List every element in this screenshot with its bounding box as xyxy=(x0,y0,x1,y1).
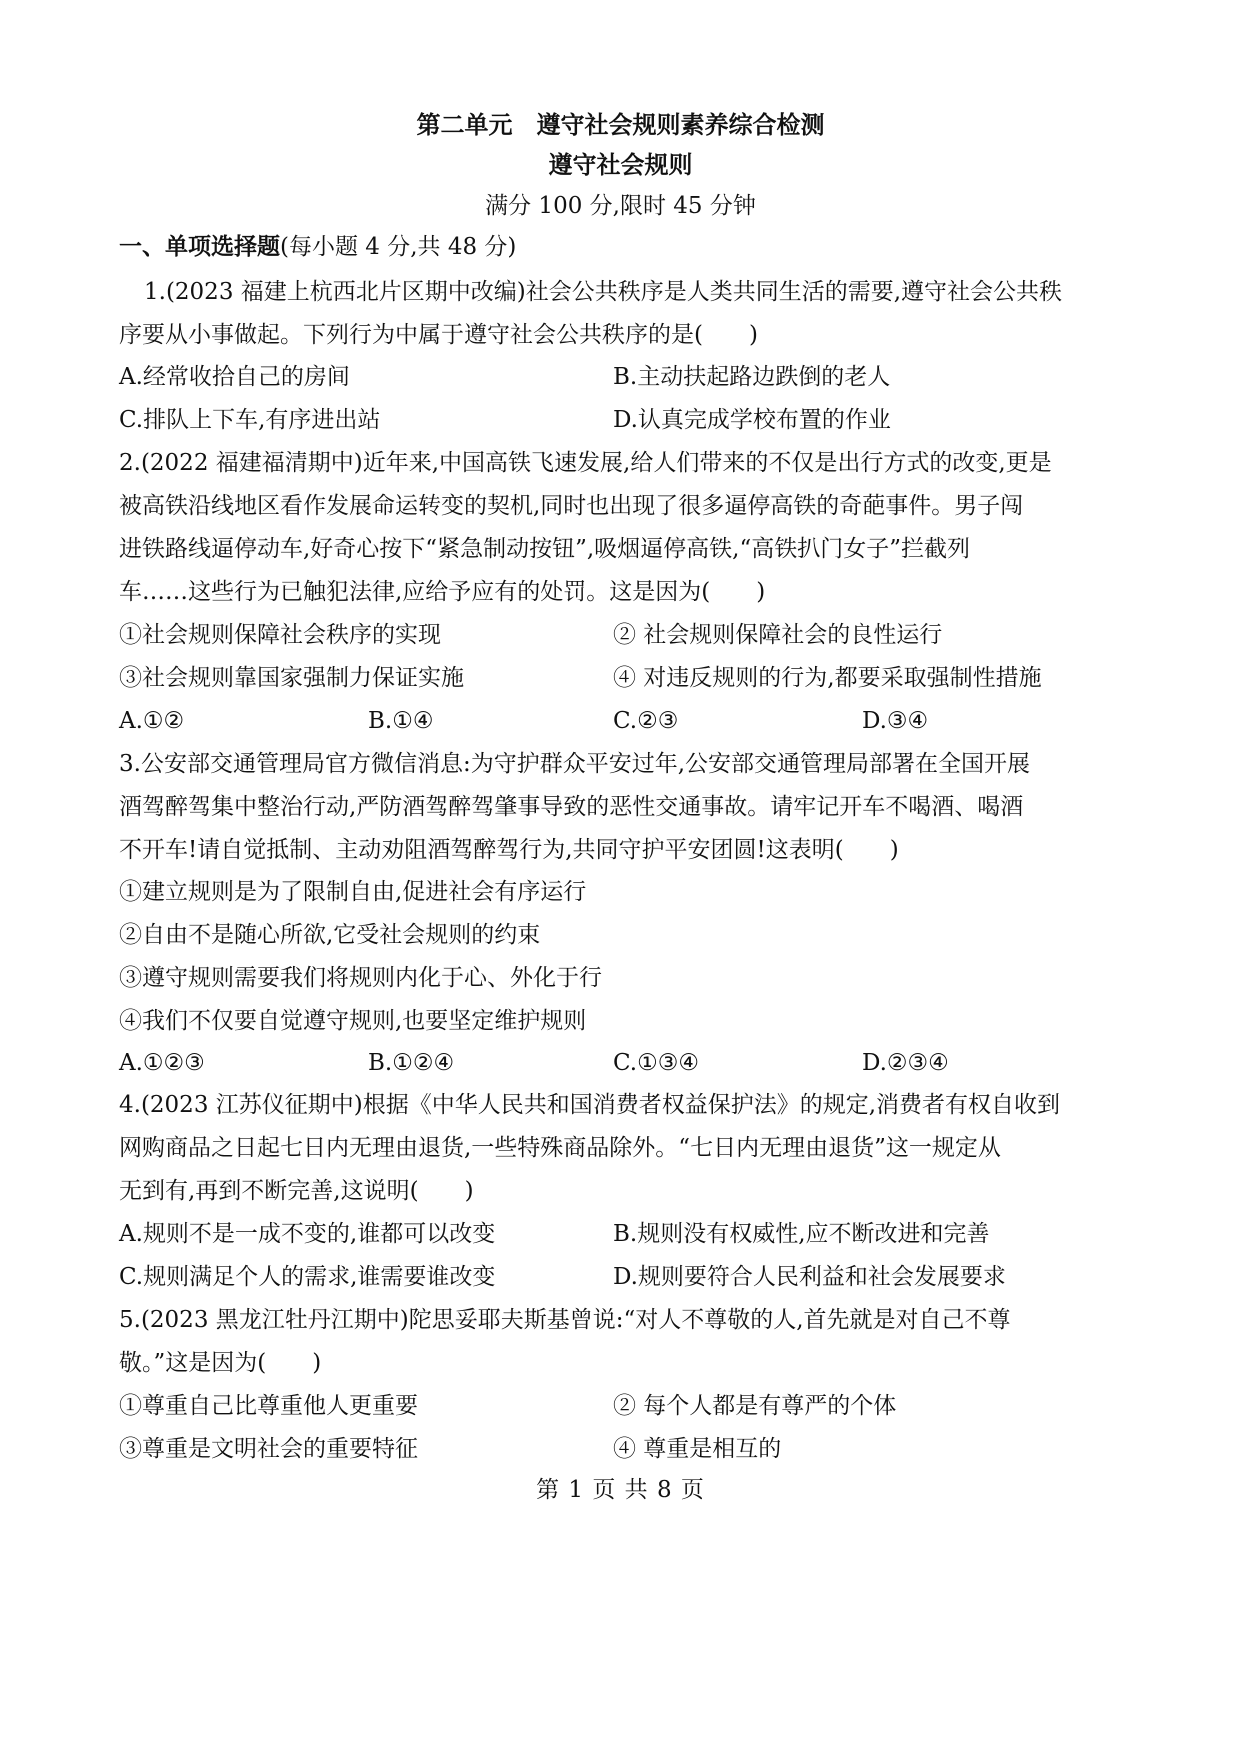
question-4-line: 无到有,再到不断完善,这说明( ) xyxy=(119,1178,474,1204)
statement-2: ② 社会规则保障社会的良性运行 xyxy=(613,622,943,648)
option-b: B.主动扶起路边跌倒的老人 xyxy=(613,364,891,390)
statement-2: ②自由不是随心所欲,它受社会规则的约束 xyxy=(119,922,541,948)
question-3-line: 酒驾醉驾集中整治行动,严防酒驾醉驾肇事导致的恶性交通事故。请牢记开车不喝酒、喝酒 xyxy=(119,794,1024,820)
statement-3: ③社会规则靠国家强制力保证实施 xyxy=(119,665,464,691)
question-4-line: 4.(2023 江苏仪征期中)根据《中华人民共和国消费者权益保护法》的规定,消费者有权自收到 xyxy=(119,1092,1061,1118)
question-3-line: 3.公安部交通管理局官方微信消息:为守护群众平安过年,公安部交通管理局部署在全国开展 xyxy=(119,751,1031,777)
statement-1: ①建立规则是为了限制自由,促进社会有序运行 xyxy=(119,879,587,905)
question-4-line: 网购商品之日起七日内无理由退货,一些特殊商品除外。“七日内无理由退货”这一规定从 xyxy=(119,1135,1001,1161)
statement-4: ④我们不仅要自觉遵守规则,也要坚定维护规则 xyxy=(119,1008,587,1034)
statement-3: ③尊重是文明社会的重要特征 xyxy=(119,1436,418,1462)
question-2-line: 进铁路线逼停动车,好奇心按下“紧急制动按钮”,吸烟逼停高铁,“高铁扒门女子”拦截列 xyxy=(119,536,970,562)
option-c: C.排队上下车,有序进出站 xyxy=(119,407,381,433)
option-d: D.认真完成学校布置的作业 xyxy=(613,407,891,433)
question-5-line: 敬。”这是因为( ) xyxy=(119,1350,322,1376)
question-3-line: 不开车!请自觉抵制、主动劝阻酒驾醉驾行为,共同守护平安团圆!这表明( ) xyxy=(119,837,899,863)
option-c: C.规则满足个人的需求,谁需要谁改变 xyxy=(119,1264,496,1290)
section-title: 一、单项选择题 xyxy=(119,233,280,260)
option-a: A.经常收拾自己的房间 xyxy=(119,364,350,390)
statement-1: ①尊重自己比尊重他人更重要 xyxy=(119,1393,418,1419)
section-note: (每小题 4 分,共 48 分) xyxy=(280,234,517,260)
question-1-line: 序要从小事做起。下列行为中属于遵守社会公共秩序的是( ) xyxy=(119,322,758,348)
statement-4: ④ 尊重是相互的 xyxy=(613,1436,782,1462)
page-subtitle: 遵守社会规则 xyxy=(548,150,693,179)
question-1-line: 1.(2023 福建上杭西北片区期中改编)社会公共秩序是人类共同生活的需要,遵守社会公共秩 xyxy=(144,279,1063,305)
statement-3: ③遵守规则需要我们将规则内化于心、外化于行 xyxy=(119,965,602,991)
statement-2: ② 每个人都是有尊严的个体 xyxy=(613,1393,897,1419)
question-2-line: 车……这些行为已触犯法律,应给予应有的处罚。这是因为( ) xyxy=(119,579,766,605)
option-c: C.①③④ xyxy=(613,1050,699,1076)
page-number: 第 1 页 共 8 页 xyxy=(536,1477,705,1503)
section-heading xyxy=(119,232,1122,262)
option-a: A.①② xyxy=(119,708,185,734)
exam-meta: 满分 100 分,限时 45 分钟 xyxy=(485,193,756,219)
statement-1: ①社会规则保障社会秩序的实现 xyxy=(119,622,441,648)
option-d: D.规则要符合人民利益和社会发展要求 xyxy=(613,1264,1006,1290)
statement-4: ④ 对违反规则的行为,都要采取强制性措施 xyxy=(613,665,1042,691)
option-d: D.③④ xyxy=(862,708,929,734)
option-c: C.②③ xyxy=(613,708,679,734)
question-5-line: 5.(2023 黑龙江牡丹江期中)陀思妥耶夫斯基曾说:“对人不尊敬的人,首先就是对自己不尊 xyxy=(119,1307,1011,1333)
option-a: A.规则不是一成不变的,谁都可以改变 xyxy=(119,1221,496,1247)
option-b: B.①④ xyxy=(368,708,434,734)
page-title: 第二单元 遵守社会规则素养综合检测 xyxy=(416,110,825,139)
option-b: B.规则没有权威性,应不断改进和完善 xyxy=(613,1221,990,1247)
question-2-line: 2.(2022 福建福清期中)近年来,中国高铁飞速发展,给人们带来的不仅是出行方式的改变,更是 xyxy=(119,450,1052,476)
option-d: D.②③④ xyxy=(862,1050,949,1076)
question-2-line: 被高铁沿线地区看作发展命运转变的契机,同时也出现了很多逼停高铁的奇葩事件。男子闯 xyxy=(119,493,1024,519)
option-a: A.①②③ xyxy=(119,1050,205,1076)
option-b: B.①②④ xyxy=(368,1050,455,1076)
